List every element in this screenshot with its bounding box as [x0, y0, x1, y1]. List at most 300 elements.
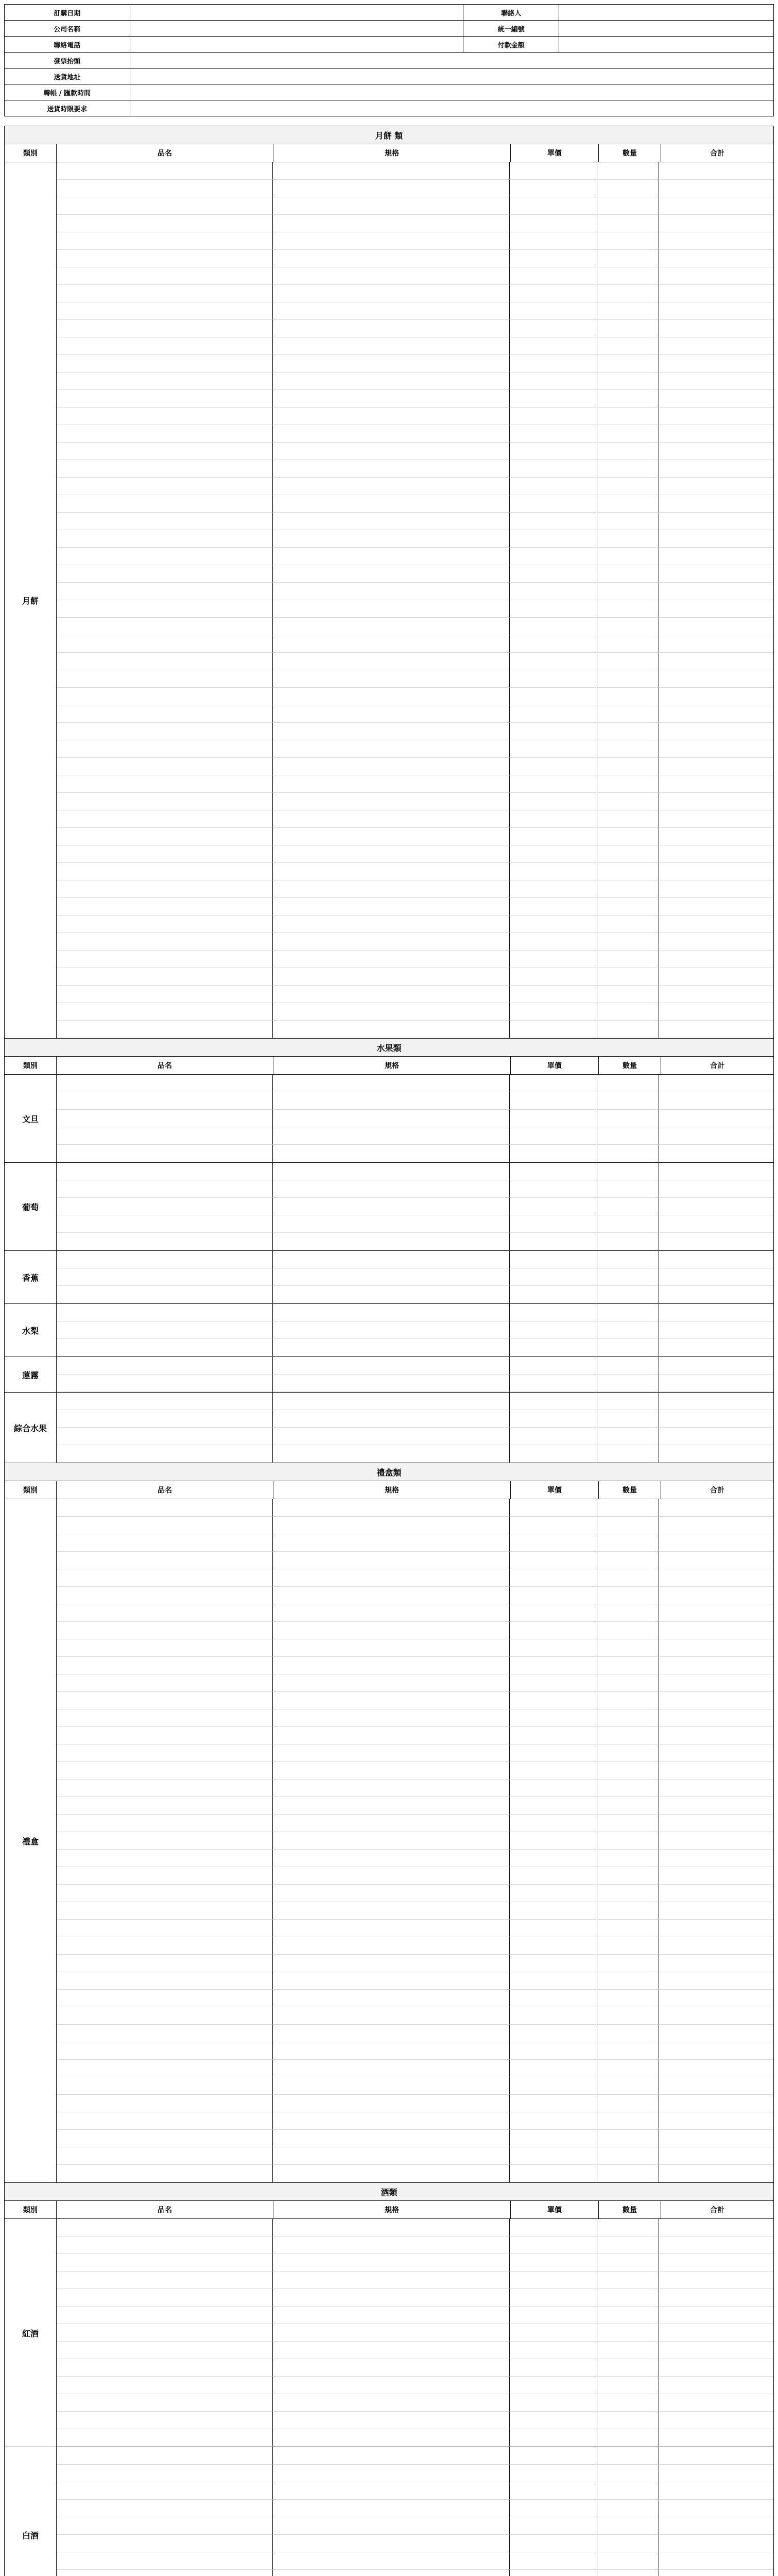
- table-cell: [659, 723, 773, 740]
- column-header-category: 類別: [5, 2201, 57, 2218]
- table-cell: [273, 2095, 510, 2112]
- table-cell: [273, 1815, 510, 1832]
- table-cell: [659, 1850, 773, 1867]
- table-cell: [659, 793, 773, 810]
- header-row: [5, 69, 774, 84]
- fruit-rows-6: [5, 1393, 773, 1463]
- table-cell: [510, 810, 597, 828]
- table-cell: [273, 951, 510, 968]
- table-cell: [510, 1534, 597, 1552]
- table-cell: [659, 355, 773, 372]
- table-cell: [659, 688, 773, 705]
- order-date-value: [130, 5, 463, 21]
- table-cell: [659, 2447, 773, 2465]
- table-cell: [57, 618, 273, 635]
- table-cell: [273, 2007, 510, 2025]
- table-cell: [597, 1920, 659, 1937]
- table-cell: [273, 600, 510, 618]
- table-cell: [57, 2307, 273, 2324]
- table-cell: [659, 548, 773, 565]
- table-cell: [597, 443, 659, 460]
- table-cell: [659, 1885, 773, 1902]
- invoice-title-value: [130, 53, 773, 69]
- table-cell: [597, 600, 659, 618]
- table-cell: [57, 1587, 273, 1604]
- table-cell: [597, 1604, 659, 1622]
- table-cell: [510, 635, 597, 653]
- table-cell: [597, 1163, 659, 1180]
- header-row: [5, 5, 774, 21]
- table-cell: [597, 2165, 659, 2182]
- table-cell: [273, 1709, 510, 1727]
- table-cell: [510, 2412, 597, 2429]
- table-cell: [659, 2165, 773, 2182]
- table-cell: [273, 986, 510, 1003]
- table-cell: [597, 2289, 659, 2307]
- table-cell: [273, 2429, 510, 2447]
- table-cell: [597, 986, 659, 1003]
- table-cell: [597, 478, 659, 495]
- table-cell: [57, 688, 273, 705]
- table-cell: [659, 635, 773, 653]
- table-cell: [659, 443, 773, 460]
- table-cell: [57, 2570, 273, 2576]
- category-label: 紅酒: [5, 2219, 57, 2447]
- table-cell: [659, 2465, 773, 2482]
- table-cell: [273, 2254, 510, 2272]
- table-cell: [57, 215, 273, 232]
- table-cell: [597, 1815, 659, 1832]
- table-cell: [597, 1990, 659, 2007]
- table-cell: [57, 933, 273, 951]
- table-cell: [273, 880, 510, 898]
- table-cell: [597, 2429, 659, 2447]
- table-cell: [659, 1762, 773, 1780]
- table-cell: [659, 1445, 773, 1463]
- table-cell: [659, 1393, 773, 1410]
- table-cell: [659, 951, 773, 968]
- section-title-dry-goods: 月餅 類: [5, 126, 773, 144]
- table-cell: [659, 1499, 773, 1517]
- section-title-gift: 禮盒類: [5, 1463, 773, 1481]
- table-cell: [510, 2377, 597, 2394]
- table-cell: [510, 688, 597, 705]
- table-cell: [57, 1145, 273, 1162]
- table-cell: [510, 898, 597, 916]
- table-cell: [273, 2342, 510, 2359]
- table-cell: [659, 1780, 773, 1797]
- table-cell: [597, 1902, 659, 1920]
- table-cell: [659, 2254, 773, 2272]
- table-cell: [273, 495, 510, 513]
- table-cell: [57, 986, 273, 1003]
- table-cell: [57, 1727, 273, 1744]
- table-cell: [273, 1639, 510, 1657]
- column-header-spec: 規格: [273, 144, 511, 162]
- table-cell: [273, 2236, 510, 2254]
- table-cell: [57, 2077, 273, 2095]
- table-cell: [273, 2517, 510, 2535]
- table-cell: [510, 1180, 597, 1198]
- table-cell: [273, 1517, 510, 1534]
- table-cell: [273, 1499, 510, 1517]
- fruit-rows-5: [5, 1357, 773, 1393]
- table-cell: [597, 1357, 659, 1375]
- table-cell: [597, 320, 659, 337]
- table-cell: [57, 460, 273, 478]
- table-cell: [659, 1215, 773, 1233]
- table-cell: [597, 425, 659, 443]
- table-cell: [510, 1375, 597, 1392]
- table-cell: [597, 2307, 659, 2324]
- table-cell: [273, 1339, 510, 1357]
- table-cell: [510, 285, 597, 302]
- table-cell: [510, 513, 597, 530]
- table-cell: [659, 583, 773, 600]
- table-cell: [597, 372, 659, 390]
- table-cell: [597, 758, 659, 775]
- table-cell: [510, 1709, 597, 1727]
- table-cell: [597, 1286, 659, 1303]
- table-cell: [57, 968, 273, 986]
- category-label: 文旦: [5, 1075, 57, 1162]
- table-cell: [597, 1955, 659, 1972]
- wine-grid: [57, 2447, 773, 2576]
- column-header-spec: 規格: [273, 1481, 511, 1499]
- table-cell: [273, 2324, 510, 2342]
- table-cell: [597, 1145, 659, 1162]
- table-cell: [510, 863, 597, 880]
- table-cell: [510, 2447, 597, 2465]
- table-cell: [57, 530, 273, 548]
- table-cell: [659, 1639, 773, 1657]
- table-cell: [273, 1762, 510, 1780]
- table-cell: [510, 2570, 597, 2576]
- table-cell: [273, 1832, 510, 1850]
- table-cell: [510, 1198, 597, 1215]
- table-cell: [57, 1534, 273, 1552]
- table-cell: [273, 1587, 510, 1604]
- table-cell: [659, 162, 773, 180]
- table-cell: [659, 2412, 773, 2429]
- table-cell: [510, 1955, 597, 1972]
- table-cell: [57, 1321, 273, 1339]
- table-cell: [597, 1410, 659, 1428]
- table-cell: [57, 1375, 273, 1392]
- table-cell: [659, 810, 773, 828]
- table-cell: [510, 2289, 597, 2307]
- table-cell: [510, 1092, 597, 1110]
- table-cell: [57, 1832, 273, 1850]
- table-cell: [273, 425, 510, 443]
- table-cell: [273, 2412, 510, 2429]
- table-cell: [659, 845, 773, 863]
- table-cell: [510, 372, 597, 390]
- column-header-unit-price: 單價: [511, 2201, 599, 2218]
- table-cell: [597, 285, 659, 302]
- table-cell: [659, 390, 773, 408]
- table-cell: [510, 1639, 597, 1657]
- table-cell: [659, 460, 773, 478]
- table-cell: [510, 2042, 597, 2060]
- table-cell: [597, 1780, 659, 1797]
- table-cell: [659, 372, 773, 390]
- table-cell: [273, 810, 510, 828]
- table-cell: [597, 1021, 659, 1038]
- table-cell: [273, 1972, 510, 1990]
- table-cell: [510, 1797, 597, 1815]
- table-cell: [273, 197, 510, 215]
- column-header-category: 類別: [5, 1481, 57, 1499]
- table-cell: [273, 215, 510, 232]
- table-cell: [273, 2465, 510, 2482]
- table-cell: [597, 2130, 659, 2147]
- table-cell: [510, 933, 597, 951]
- table-cell: [659, 2324, 773, 2342]
- table-cell: [57, 635, 273, 653]
- table-cell: [57, 1499, 273, 1517]
- table-cell: [57, 2377, 273, 2394]
- table-cell: [597, 460, 659, 478]
- table-cell: [57, 1304, 273, 1321]
- table-cell: [597, 1110, 659, 1127]
- table-cell: [57, 705, 273, 723]
- table-cell: [57, 2130, 273, 2147]
- table-cell: [659, 2289, 773, 2307]
- table-cell: [273, 513, 510, 530]
- table-cell: [597, 1622, 659, 1639]
- table-cell: [57, 390, 273, 408]
- table-cell: [57, 1780, 273, 1797]
- table-cell: [273, 1674, 510, 1692]
- table-cell: [273, 758, 510, 775]
- table-cell: [57, 2324, 273, 2342]
- table-cell: [510, 618, 597, 635]
- table-cell: [597, 337, 659, 355]
- table-cell: [597, 845, 659, 863]
- table-cell: [510, 828, 597, 845]
- table-cell: [597, 2517, 659, 2535]
- table-cell: [659, 408, 773, 425]
- table-cell: [57, 1003, 273, 1021]
- column-header-row: [5, 1057, 773, 1075]
- table-cell: [273, 1428, 510, 1445]
- column-header-subtotal: 合計: [710, 2206, 724, 2214]
- column-header-unit-price: 單價: [511, 1057, 599, 1074]
- table-cell: [510, 1692, 597, 1709]
- table-cell: [273, 1920, 510, 1937]
- table-cell: [273, 1215, 510, 1233]
- table-cell: [510, 180, 597, 197]
- table-cell: [273, 2112, 510, 2130]
- table-cell: [273, 2535, 510, 2552]
- category-label: 香蕉: [5, 1251, 57, 1303]
- table-cell: [597, 2342, 659, 2359]
- table-cell: [510, 1145, 597, 1162]
- table-cell: [273, 1304, 510, 1321]
- fruit-rows-3: [5, 1251, 773, 1304]
- table-cell: [659, 1587, 773, 1604]
- table-cell: [659, 2342, 773, 2359]
- table-cell: [510, 1110, 597, 1127]
- table-cell: [510, 1815, 597, 1832]
- column-header-category: 類別: [5, 144, 57, 162]
- table-cell: [273, 2307, 510, 2324]
- table-cell: [597, 1727, 659, 1744]
- table-cell: [510, 495, 597, 513]
- fruit-rows-1: [5, 1075, 773, 1163]
- table-cell: [57, 2219, 273, 2236]
- table-cell: [597, 1251, 659, 1268]
- table-cell: [273, 670, 510, 688]
- table-cell: [510, 723, 597, 740]
- column-header-spec: 規格: [273, 1057, 511, 1074]
- table-cell: [273, 635, 510, 653]
- table-cell: [597, 2077, 659, 2095]
- delivery-deadline-label: 送貨時限要求: [5, 100, 130, 116]
- table-cell: [659, 302, 773, 320]
- column-header-unit-price: 單價: [511, 1481, 599, 1499]
- table-cell: [510, 443, 597, 460]
- table-cell: [273, 1850, 510, 1867]
- table-cell: [597, 898, 659, 916]
- table-cell: [659, 2307, 773, 2324]
- table-cell: [510, 1286, 597, 1303]
- table-cell: [273, 1268, 510, 1286]
- table-cell: [510, 1003, 597, 1021]
- table-cell: [659, 2007, 773, 2025]
- table-cell: [273, 1780, 510, 1797]
- table-cell: [57, 1622, 273, 1639]
- table-cell: [597, 2377, 659, 2394]
- table-cell: [659, 933, 773, 951]
- payment-amount-label: 付款金額: [463, 37, 559, 53]
- fruit-grid: [57, 1393, 773, 1463]
- table-cell: [659, 2394, 773, 2412]
- table-cell: [273, 2377, 510, 2394]
- table-cell: [57, 180, 273, 197]
- table-cell: [57, 1797, 273, 1815]
- table-cell: [273, 723, 510, 740]
- table-cell: [597, 1692, 659, 1709]
- table-cell: [510, 986, 597, 1003]
- table-cell: [659, 2112, 773, 2130]
- table-cell: [273, 2147, 510, 2165]
- table-cell: [510, 460, 597, 478]
- table-cell: [57, 1393, 273, 1410]
- table-cell: [597, 1499, 659, 1517]
- table-cell: [57, 337, 273, 355]
- table-cell: [659, 1692, 773, 1709]
- table-cell: [659, 425, 773, 443]
- table-cell: [597, 2552, 659, 2570]
- order-date-label: 訂購日期: [5, 5, 130, 21]
- table-cell: [659, 197, 773, 215]
- table-cell: [57, 653, 273, 670]
- table-cell: [57, 478, 273, 495]
- table-cell: [273, 2570, 510, 2576]
- table-cell: [659, 2236, 773, 2254]
- table-cell: [510, 1587, 597, 1604]
- table-cell: [597, 162, 659, 180]
- table-cell: [510, 2254, 597, 2272]
- table-cell: [510, 880, 597, 898]
- table-cell: [510, 1127, 597, 1145]
- table-cell: [510, 600, 597, 618]
- table-cell: [659, 1268, 773, 1286]
- table-cell: [57, 1233, 273, 1250]
- table-cell: [510, 1552, 597, 1569]
- table-cell: [57, 1127, 273, 1145]
- category-label: 月餅: [5, 162, 57, 1038]
- table-cell: [57, 1920, 273, 1937]
- company-name-label: 公司名稱: [5, 21, 130, 37]
- table-cell: [597, 810, 659, 828]
- table-cell: [597, 2025, 659, 2042]
- table-cell: [57, 197, 273, 215]
- table-cell: [510, 1163, 597, 1180]
- table-cell: [659, 1727, 773, 1744]
- table-cell: [510, 1393, 597, 1410]
- table-cell: [510, 2165, 597, 2182]
- table-cell: [659, 2517, 773, 2535]
- table-cell: [597, 1850, 659, 1867]
- table-cell: [510, 793, 597, 810]
- table-cell: [597, 1233, 659, 1250]
- table-cell: [57, 2342, 273, 2359]
- table-cell: [273, 390, 510, 408]
- table-cell: [659, 2219, 773, 2236]
- table-cell: [57, 1198, 273, 1215]
- table-cell: [597, 2236, 659, 2254]
- table-cell: [57, 565, 273, 583]
- column-header-row: [5, 144, 773, 162]
- table-cell: [510, 1937, 597, 1955]
- table-cell: [510, 1410, 597, 1428]
- table-cell: [273, 2500, 510, 2517]
- table-cell: [57, 1075, 273, 1092]
- phone-label: 聯絡電話: [5, 37, 130, 53]
- column-header-name: 品名: [57, 144, 273, 162]
- table-cell: [659, 2130, 773, 2147]
- table-cell: [57, 2412, 273, 2429]
- table-cell: [57, 1180, 273, 1198]
- table-cell: [597, 1339, 659, 1357]
- table-cell: [597, 408, 659, 425]
- table-cell: [57, 355, 273, 372]
- table-cell: [597, 565, 659, 583]
- table-cell: [57, 1215, 273, 1233]
- category-label: 葡萄: [5, 1163, 57, 1250]
- table-cell: [57, 1972, 273, 1990]
- table-cell: [273, 2025, 510, 2042]
- fruit-grid: [57, 1075, 773, 1162]
- table-cell: [273, 653, 510, 670]
- table-cell: [659, 1990, 773, 2007]
- table-cell: [597, 1674, 659, 1692]
- table-cell: [273, 1604, 510, 1622]
- table-cell: [273, 968, 510, 986]
- table-cell: [510, 758, 597, 775]
- table-cell: [510, 2130, 597, 2147]
- table-cell: [273, 1127, 510, 1145]
- table-cell: [57, 408, 273, 425]
- table-cell: [273, 1692, 510, 1709]
- wine-rows-1: [5, 2219, 773, 2447]
- table-cell: [597, 670, 659, 688]
- table-cell: [510, 232, 597, 250]
- table-cell: [273, 478, 510, 495]
